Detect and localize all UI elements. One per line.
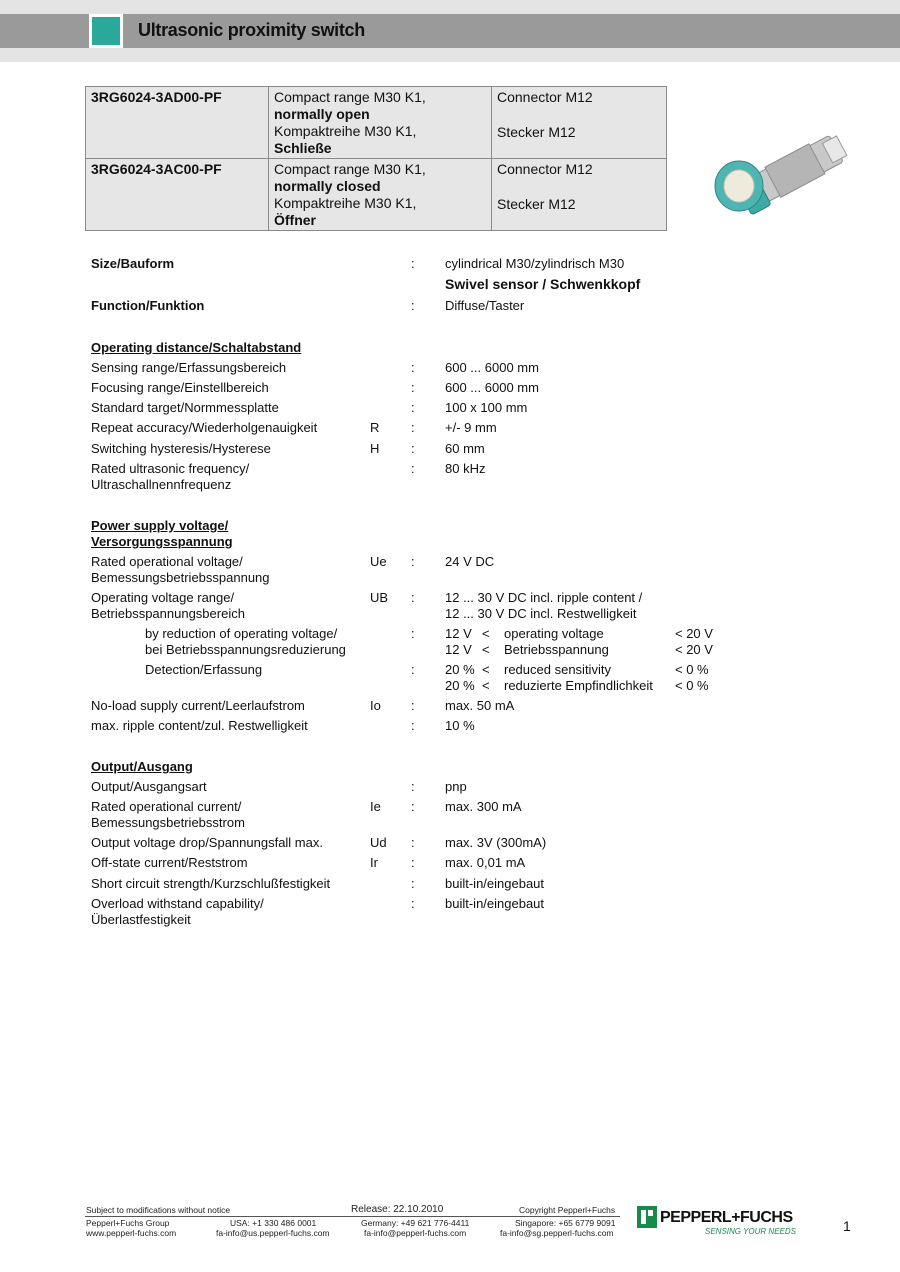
desc-de-bold: Schließe <box>274 140 332 156</box>
spec-value: pnp <box>445 779 467 794</box>
spec-label: Overload withstand capability/ <box>91 896 264 911</box>
conn-en: Connector M12 <box>497 161 593 177</box>
desc-de-bold: Öffner <box>274 212 316 228</box>
spec-symbol: H <box>370 441 380 456</box>
footer-notice: Subject to modifications without notice <box>86 1205 231 1215</box>
spec-label: bei Betriebsspannungsreduzierung <box>145 642 346 657</box>
range-low: 20 % <box>445 662 475 677</box>
desc-de: Kompaktreihe M30 K1, <box>274 123 417 139</box>
footer-usa-mail[interactable]: fa-info@us.pepperl-fuchs.com <box>216 1228 330 1238</box>
colon: : <box>411 896 415 911</box>
spec-label: by reduction of operating voltage/ <box>145 626 338 641</box>
variant-description <box>269 87 492 159</box>
spec-label: Sensing range/Erfassungsbereich <box>91 360 287 375</box>
desc-en: Compact range M30 K1, <box>274 161 426 177</box>
spec-label: Rated operational current/ <box>91 799 242 814</box>
page-title: Ultrasonic proximity switch <box>138 20 365 40</box>
size-value: cylindrical M30/zylindrisch M30 <box>445 256 625 271</box>
header-bar <box>0 14 900 48</box>
desc-en-bold: normally open <box>274 106 370 122</box>
power-heading: Versorgungsspannung <box>91 534 233 549</box>
power-heading: Power supply voltage/ <box>91 518 229 533</box>
spec-label: Off-state current/Reststrom <box>91 855 248 870</box>
variant-description <box>269 159 492 231</box>
spec-label: Output/Ausgangsart <box>91 779 207 794</box>
range-text: Betriebsspannung <box>504 642 609 657</box>
table-row <box>86 87 667 159</box>
spec-label: Rated operational voltage/ <box>91 554 243 569</box>
spec-value: max. 50 mA <box>445 698 515 713</box>
spec-symbol: Io <box>370 698 381 713</box>
footer-usa-phone: USA: +1 330 486 0001 <box>230 1218 317 1228</box>
range-op: < <box>482 642 490 657</box>
page-number: 1 <box>843 1218 851 1234</box>
colon: : <box>411 461 415 476</box>
table-row <box>86 159 667 231</box>
spec-label: Switching hysteresis/Hysterese <box>91 441 271 456</box>
variant-code: 3RG6024-3AC00-PF <box>86 159 269 231</box>
footer-web[interactable]: www.pepperl-fuchs.com <box>86 1228 177 1238</box>
spec-label: Repeat accuracy/Wiederholgenauigkeit <box>91 420 318 435</box>
colon: : <box>411 554 415 569</box>
colon: : <box>411 779 415 794</box>
colon: : <box>411 380 415 395</box>
spec-label: Überlastfestigkeit <box>91 912 191 927</box>
variant-code: 3RG6024-3AD00-PF <box>86 87 269 159</box>
range-high: < 20 V <box>675 642 713 657</box>
range-high: < 0 % <box>675 662 709 677</box>
spec-value: 24 V DC <box>445 554 495 569</box>
range-low: 12 V <box>445 642 472 657</box>
spec-label: max. ripple content/zul. Restwelligkeit <box>91 718 308 733</box>
range-op: < <box>482 662 490 677</box>
footer-release: Release: 22.10.2010 <box>351 1204 444 1215</box>
spec-label: Output voltage drop/Spannungsfall max. <box>91 835 323 850</box>
spec-value: 12 ... 30 V DC incl. ripple content / <box>445 590 643 605</box>
spec-value: built-in/eingebaut <box>445 896 545 911</box>
conn-de: Stecker M12 <box>497 124 576 140</box>
desc-en: Compact range M30 K1, <box>274 89 426 105</box>
desc-en-bold: normally closed <box>274 178 381 194</box>
output-heading: Output/Ausgang <box>91 759 193 774</box>
spec-symbol: UB <box>370 590 389 605</box>
spec-value: 60 mm <box>445 441 485 456</box>
top-band <box>0 0 900 14</box>
spec-symbol: Ir <box>370 855 378 870</box>
range-low: 12 V <box>445 626 472 641</box>
conn-de: Stecker M12 <box>497 196 576 212</box>
colon: : <box>411 590 415 605</box>
spec-label: Short circuit strength/Kurzschlußfestigkeit <box>91 876 331 891</box>
logo-mark-icon <box>637 1206 657 1228</box>
spec-label: Bemessungsbetriebsspannung <box>91 570 270 585</box>
header-under-band <box>0 48 900 62</box>
spec-value: max. 3V (300mA) <box>445 835 547 850</box>
logo-tagline: SENSING YOUR NEEDS <box>705 1227 796 1236</box>
function-value: Diffuse/Taster <box>445 298 525 313</box>
spec-symbol: Ue <box>370 554 387 569</box>
spec-value: 600 ... 6000 mm <box>445 360 539 375</box>
footer-de-phone: Germany: +49 621 776-4411 <box>361 1218 470 1228</box>
colon: : <box>411 420 415 435</box>
operating-heading: Operating distance/Schaltabstand <box>91 340 302 355</box>
spec-value: 80 kHz <box>445 461 486 476</box>
spec-value: max. 0,01 mA <box>445 855 526 870</box>
range-op: < <box>482 626 490 641</box>
colon: : <box>411 626 415 641</box>
footer-de-mail[interactable]: fa-info@pepperl-fuchs.com <box>364 1228 467 1238</box>
header-accent-square <box>92 17 120 45</box>
variant-connector <box>492 87 667 159</box>
spec-label: Operating voltage range/ <box>91 590 235 605</box>
footer-copyright: Copyright Pepperl+Fuchs <box>519 1205 616 1215</box>
conn-en: Connector M12 <box>497 89 593 105</box>
sensor-product-image <box>712 122 862 232</box>
spec-value: built-in/eingebaut <box>445 876 545 891</box>
logo-text: PEPPERL+FUCHS <box>660 1209 793 1226</box>
range-low: 20 % <box>445 678 475 693</box>
spec-label: Bemessungsbetriebsstrom <box>91 815 245 830</box>
colon: : <box>411 441 415 456</box>
spec-label: Detection/Erfassung <box>145 662 263 677</box>
range-op: < <box>482 678 490 693</box>
colon: : <box>411 718 415 733</box>
colon: : <box>411 662 415 677</box>
swivel-label: Swivel sensor / Schwenkkopf <box>445 276 641 292</box>
spec-value: 600 ... 6000 mm <box>445 380 539 395</box>
colon: : <box>411 298 415 313</box>
colon: : <box>411 360 415 375</box>
size-label: Size/Bauform <box>91 256 175 271</box>
spec-symbol: Ie <box>370 799 381 814</box>
colon: : <box>411 855 415 870</box>
spec-label: Standard target/Normmessplatte <box>91 400 279 415</box>
spec-label: Ultraschallnennfrequenz <box>91 477 232 492</box>
spec-symbol: Ud <box>370 835 387 850</box>
range-text: reduced sensitivity <box>504 662 611 677</box>
colon: : <box>411 400 415 415</box>
footer-sg-phone: Singapore: +65 6779 9091 <box>515 1218 616 1228</box>
variants-table <box>85 86 667 231</box>
colon: : <box>411 256 415 271</box>
range-text: reduzierte Empfindlichkeit <box>504 678 653 693</box>
footer-group: Pepperl+Fuchs Group <box>86 1218 170 1228</box>
spec-value: 100 x 100 mm <box>445 400 528 415</box>
function-label: Function/Funktion <box>91 298 205 313</box>
range-high: < 20 V <box>675 626 713 641</box>
variant-connector <box>492 159 667 231</box>
spec-symbol: R <box>370 420 380 435</box>
spec-value: 10 % <box>445 718 475 733</box>
spec-label: Rated ultrasonic frequency/ <box>91 461 250 476</box>
footer-divider <box>85 1216 620 1217</box>
colon: : <box>411 876 415 891</box>
desc-de: Kompaktreihe M30 K1, <box>274 195 417 211</box>
spec-value: +/- 9 mm <box>445 420 497 435</box>
spec-value: 12 ... 30 V DC incl. Restwelligkeit <box>445 606 637 621</box>
range-high: < 0 % <box>675 678 709 693</box>
colon: : <box>411 698 415 713</box>
spec-label: No-load supply current/Leerlaufstrom <box>91 698 305 713</box>
footer-sg-mail[interactable]: fa-info@sg.pepperl-fuchs.com <box>500 1228 614 1238</box>
spec-value: max. 300 mA <box>445 799 522 814</box>
spec-label: Focusing range/Einstellbereich <box>91 380 269 395</box>
range-text: operating voltage <box>504 626 604 641</box>
spec-label: Betriebsspannungsbereich <box>91 606 245 621</box>
colon: : <box>411 835 415 850</box>
colon: : <box>411 799 415 814</box>
